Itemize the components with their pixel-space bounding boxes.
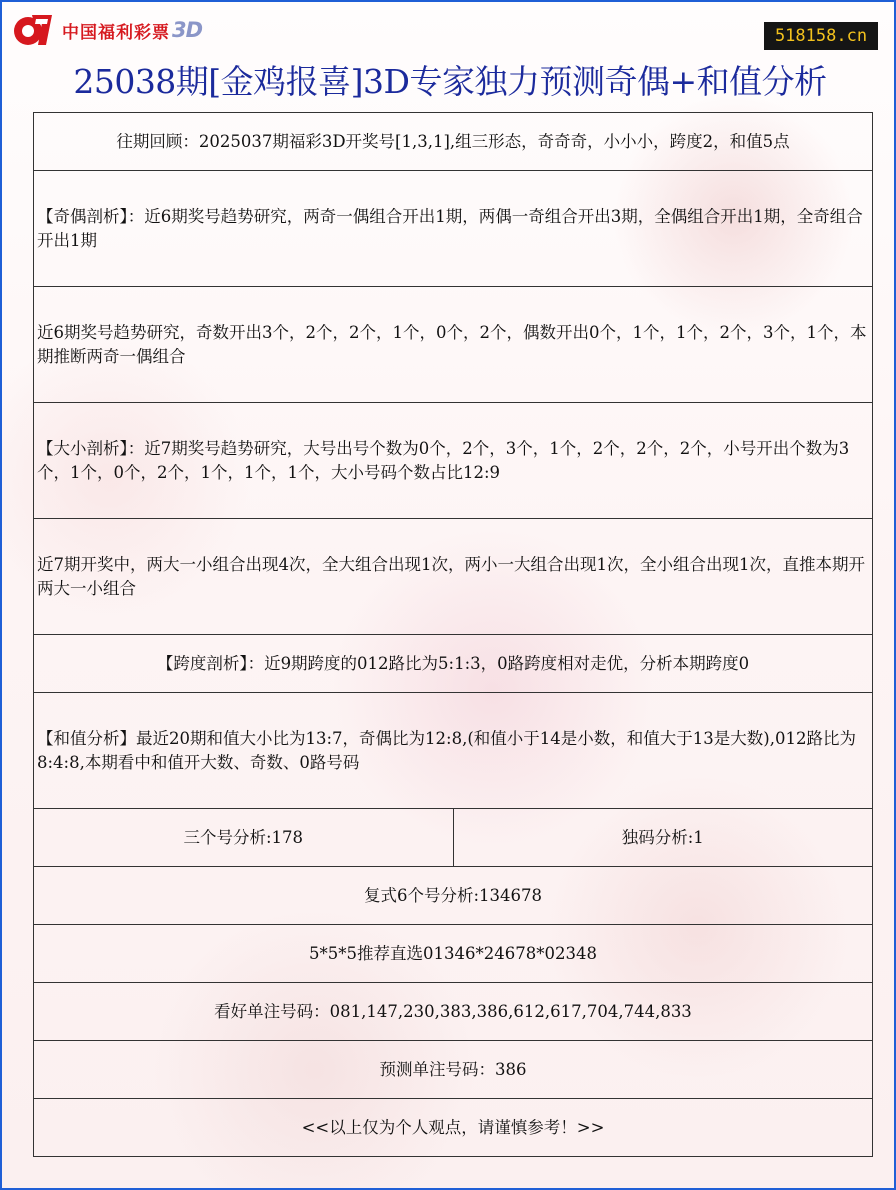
three-and-single-row bbox=[34, 809, 872, 867]
direct-pick-text: 5*5*5推荐直选01346*24678*02348 bbox=[309, 943, 597, 963]
odd-even-trend-text: 近6期奖号趋势研究，奇数开出3个，2个，2个，1个，0个，2个，偶数开出0个，1个，1个，2个，3个，1个，本期推断两奇一偶组合 bbox=[37, 322, 867, 366]
site-badge: 518158.cn bbox=[764, 22, 878, 50]
big-small-trend-row bbox=[34, 519, 872, 635]
disclaimer-row bbox=[34, 1099, 872, 1157]
welfare-lottery-logo-icon bbox=[12, 11, 56, 49]
predicted-number-row bbox=[34, 1041, 872, 1099]
big-small-analysis-text: 【大小剖析】：近7期奖号趋势研究，大号出号个数为0个，2个，3个，1个，2个，2个，2个，小号开出个数为3个，1个，0个，2个，1个，1个，1个，大小号码个数占比12:9 bbox=[37, 438, 850, 482]
page-title: 25038期[金鸡报喜]3D专家独力预测奇偶+和值分析 bbox=[73, 62, 827, 101]
favored-numbers-row bbox=[34, 983, 872, 1041]
odd-even-trend-row bbox=[34, 287, 872, 403]
logo-3d-text: 3D bbox=[172, 18, 203, 42]
review-row bbox=[34, 113, 872, 171]
sum-analysis-text: 【和值分析】最近20期和值大小比为13:7，奇偶比为12:8,(和值小于14是小数，和值大于13是大数),012路比为8:4:8,本期看中和值开大数、奇数、0路号码 bbox=[37, 728, 856, 772]
span-analysis-row bbox=[34, 635, 872, 693]
big-small-trend-text: 近7期开奖中，两大一小组合出现4次，全大组合出现1次，两小一大组合出现1次，全小组合出现1次，直推本期开两大一小组合 bbox=[37, 554, 865, 598]
sum-analysis-row bbox=[34, 693, 872, 809]
six-numbers-text: 复式6个号分析:134678 bbox=[363, 885, 543, 905]
disclaimer-text: <<以上仅为个人观点，请谨慎参考！>> bbox=[301, 1117, 605, 1137]
analysis-table bbox=[33, 112, 873, 1157]
review-text: 往期回顾：2025037期福彩3D开奖号[1,3,1],组三形态，奇奇奇，小小小，跨度2，和值5点 bbox=[116, 131, 790, 151]
favored-numbers-text: 看好单注号码：081,147,230,383,386,612,617,704,744,833 bbox=[214, 1001, 692, 1021]
span-analysis-text: 【跨度剖析】：近9期跨度的012路比为5:1:3，0路跨度相对走优，分析本期跨度0 bbox=[156, 653, 750, 673]
lottery-logo bbox=[12, 10, 202, 50]
direct-pick-row bbox=[34, 925, 872, 983]
predicted-number-text: 预测单注号码：386 bbox=[379, 1059, 527, 1079]
three-numbers-text: 三个号分析:178 bbox=[183, 827, 304, 847]
single-code-cell bbox=[453, 809, 873, 866]
single-code-text: 独码分析:1 bbox=[621, 827, 704, 847]
odd-even-analysis-row bbox=[34, 171, 872, 287]
logo-text: 中国福利彩票 bbox=[62, 22, 170, 43]
three-numbers-cell bbox=[34, 809, 453, 866]
six-numbers-row bbox=[34, 867, 872, 925]
odd-even-analysis-text: 【奇偶剖析】：近6期奖号趋势研究，两奇一偶组合开出1期，两偶一奇组合开出3期，全偶组合开出1期，全奇组合开出1期 bbox=[37, 206, 863, 250]
big-small-analysis-row bbox=[34, 403, 872, 519]
